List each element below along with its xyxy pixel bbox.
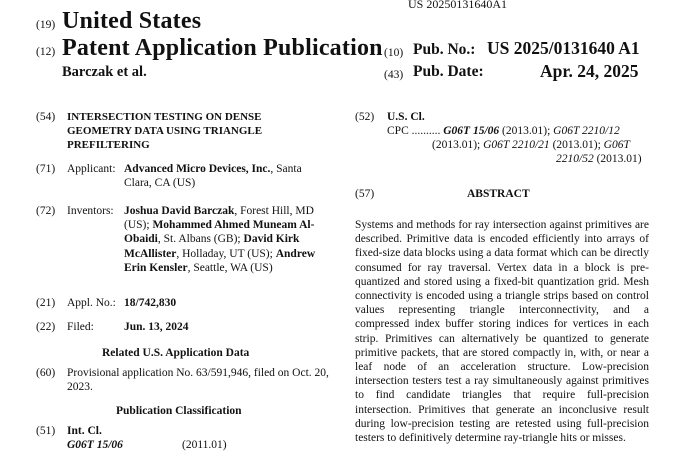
applicant-label: Applicant: [67,163,116,175]
cpc-year-3: (2013.01); [549,139,604,151]
applicant-name: Advanced Micro Devices, Inc. [124,163,271,175]
top-publication-number: US 20250131640A1 [408,0,508,11]
publication-type-title: Patent Application Publication [62,35,383,61]
pub-no-value: US 2025/0131640 A1 [487,38,640,58]
cpc-line-2 [432,138,630,152]
inventor-1-location: , Forest Hill, MD (US); [124,205,314,232]
cpc-class-3: G06T 2210/21 [483,139,550,151]
code-52: (52) [355,111,375,123]
cpc-year-1: (2013.01); [499,125,554,137]
inventor-2-name: Mohammed Ahmed Muneam Al-Obaidi [124,219,315,246]
code-22: (22) [36,321,56,333]
inventor-3-name: David Kirk McAllister [124,233,300,260]
int-cl-class: G06T 15/06 [67,439,123,451]
cpc-line-1 [387,124,620,138]
code-60: (60) [36,367,56,379]
cpc-year-4: (2013.01) [593,153,642,165]
code-10: (10) [384,47,404,59]
code-51: (51) [36,425,56,437]
code-54: (54) [36,111,56,123]
cpc-class-4: G06T [603,139,630,151]
abstract-text: Systems and methods for ray intersection against primitives are described. Primitive data is encoded efficiently into arrays of fixed-size data blocks using a data format which can be directly consumed for ray traversal. Vertex data in a block is pre-quantized and stored using a fixed-bit quantization grid. Mesh connectivity is encoded using a triangle strips based on control values representing triangle interconnectivity, and a compressed index buffer storing indices for vertices in each strip. Primitives can alternatively be quantized to generate primitive packets, that are stored compactly in, with, or near a leaf node of an acceleration structure. Low-precision intersection testers test a ray simultaneously against primitives to find candidate triangles that require full-precision intersection. Primitives that generate an inconclusive result during low-precision testing are retested using full-precision testers to definitively determine ray-triangle hits or misses. [355,219,649,445]
pub-no-label: Pub. No.: [413,41,476,58]
inventor-1-name: Joshua David Barczak [124,205,235,217]
inventors-label: Inventors: [67,205,114,217]
us-cl-label: U.S. Cl. [387,111,425,123]
provisional-application: Provisional application No. 63/591,946, filed on Oct. 20, 2023. [67,367,329,394]
cpc-class-1: G06T 15/06 [443,125,500,137]
code-71: (71) [36,163,56,175]
code-72: (72) [36,205,56,217]
cpc-year-2: (2013.01); [432,139,484,151]
appl-no-value: 18/742,830 [124,297,177,309]
publication-classification-heading: Publication Classification [116,405,242,417]
applicant-location: , Santa Clara, CA (US) [124,163,302,190]
pub-date-label: Pub. Date: [413,63,484,80]
cpc-class-2: G06T 2210/12 [553,125,620,137]
code-57: (57) [355,188,375,200]
code-43: (43) [384,69,404,81]
applicant-block [124,162,329,190]
pub-date-value: Apr. 24, 2025 [540,61,639,81]
code-12: (12) [36,46,56,58]
related-data-heading: Related U.S. Application Data [102,347,250,359]
cpc-line-3 [556,152,642,166]
invention-title: INTERSECTION TESTING ON DENSE GEOMETRY DATA USING TRIANGLE PREFILTERING [67,111,263,152]
cpc-class-4-suffix: 2210/52 [556,153,594,165]
country-title: United States [62,8,202,34]
filed-label: Filed: [67,321,94,333]
cpc-label: CPC [387,125,409,137]
code-21: (21) [36,297,56,309]
abstract-heading: ABSTRACT [467,188,530,200]
int-cl-label: Int. Cl. [67,425,102,437]
code-19: (19) [36,19,56,31]
int-cl-year: (2011.01) [182,439,227,451]
cpc-dots: .......... [411,125,441,137]
inventor-4-name: Andrew Erin Kensler [124,247,316,274]
appl-no-label: Appl. No.: [67,297,116,309]
inventor-4-location: , Seattle, WA (US) [187,261,273,274]
inventor-2-location: , St. Albans (GB); [157,233,244,246]
inventor-3-location: , Holladay, UT (US); [176,247,276,260]
filed-date: Jun. 13, 2024 [124,321,189,333]
inventors-block [124,204,329,275]
inventor-short: Barczak et al. [62,64,147,80]
